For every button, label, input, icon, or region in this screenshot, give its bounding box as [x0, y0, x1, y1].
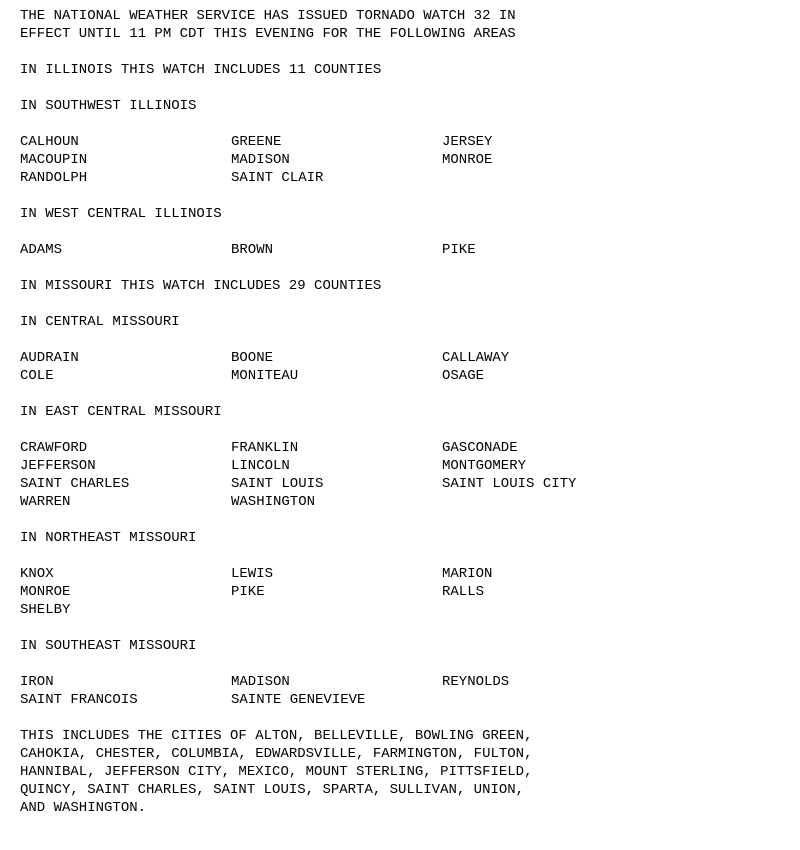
region-northeast-missouri: [20, 529, 790, 637]
county-name: ADAMS: [20, 242, 63, 258]
county-row: [20, 493, 790, 511]
county-row: [20, 601, 790, 619]
cities-line: QUINCY, SAINT CHARLES, SAINT LOUIS, SPARTA, SULLIVAN, UNION,: [20, 782, 525, 798]
county-name: GASCONADE: [442, 440, 518, 456]
county-name: GREENE: [231, 134, 282, 150]
county-name: MONROE: [20, 584, 71, 600]
cities-line: AND WASHINGTON.: [20, 800, 147, 816]
county-name: BOONE: [231, 350, 274, 366]
spacer: [20, 619, 790, 637]
county-row: [20, 349, 790, 367]
region-heading: IN SOUTHEAST MISSOURI: [20, 638, 197, 654]
county-name: SAINTE GENEVIEVE: [231, 692, 366, 708]
region-central-missouri: [20, 313, 790, 403]
county-row: [20, 673, 790, 691]
county-name: [442, 691, 653, 709]
county-name: [231, 601, 442, 619]
county-name: [442, 169, 653, 187]
state-section-missouri: [20, 277, 790, 727]
spacer: [20, 43, 790, 61]
region-east-central-missouri: [20, 403, 790, 529]
county-name: SAINT LOUIS CITY: [442, 476, 577, 492]
state-summary: IN ILLINOIS THIS WATCH INCLUDES 11 COUNTIES: [20, 62, 382, 78]
cities-line: HANNIBAL, JEFFERSON CITY, MEXICO, MOUNT STERLING, PITTSFIELD,: [20, 764, 533, 780]
county-name: LEWIS: [231, 566, 274, 582]
region-southeast-missouri: [20, 637, 790, 727]
county-name: RANDOLPH: [20, 170, 88, 186]
spacer: [20, 79, 790, 97]
county-name: MONTGOMERY: [442, 458, 527, 474]
spacer: [20, 187, 790, 205]
cities-paragraph: [20, 727, 790, 817]
intro-paragraph: [20, 7, 790, 43]
county-name: MADISON: [231, 152, 290, 168]
county-name: BROWN: [231, 242, 274, 258]
spacer: [20, 385, 790, 403]
spacer: [20, 709, 790, 727]
county-name: SAINT CHARLES: [20, 476, 130, 492]
county-row: [20, 169, 790, 187]
county-name: FRANKLIN: [231, 440, 299, 456]
county-name: WARREN: [20, 494, 71, 510]
county-row: [20, 583, 790, 601]
spacer: [20, 547, 790, 565]
county-row: [20, 367, 790, 385]
county-name: AUDRAIN: [20, 350, 79, 366]
county-name: CRAWFORD: [20, 440, 88, 456]
county-name: COLE: [20, 368, 54, 384]
county-name: OSAGE: [442, 368, 485, 384]
region-southwest-illinois: [20, 97, 790, 205]
county-row: [20, 241, 790, 259]
state-section-illinois: [20, 61, 790, 277]
county-name: CALHOUN: [20, 134, 79, 150]
county-name: KNOX: [20, 566, 54, 582]
county-row: [20, 565, 790, 583]
county-name: JEFFERSON: [20, 458, 96, 474]
intro-line: THE NATIONAL WEATHER SERVICE HAS ISSUED TORNADO WATCH 32 IN: [20, 8, 516, 24]
cities-line: CAHOKIA, CHESTER, COLUMBIA, EDWARDSVILLE, FARMINGTON, FULTON,: [20, 746, 533, 762]
state-summary: IN MISSOURI THIS WATCH INCLUDES 29 COUNTIES: [20, 278, 382, 294]
spacer: [20, 259, 790, 277]
region-heading: IN CENTRAL MISSOURI: [20, 314, 180, 330]
spacer: [20, 331, 790, 349]
region-heading: IN NORTHEAST MISSOURI: [20, 530, 197, 546]
county-name: MACOUPIN: [20, 152, 88, 168]
county-row: [20, 691, 790, 709]
county-row: [20, 475, 790, 493]
cities-line: THIS INCLUDES THE CITIES OF ALTON, BELLEVILLE, BOWLING GREEN,: [20, 728, 533, 744]
spacer: [20, 295, 790, 313]
county-name: IRON: [20, 674, 54, 690]
county-name: SAINT LOUIS: [231, 476, 324, 492]
county-name: [442, 601, 653, 619]
county-name: MADISON: [231, 674, 290, 690]
county-name: SAINT FRANCOIS: [20, 692, 138, 708]
county-name: RALLS: [442, 584, 485, 600]
county-name: SHELBY: [20, 602, 71, 618]
spacer: [20, 655, 790, 673]
intro-line: EFFECT UNTIL 11 PM CDT THIS EVENING FOR THE FOLLOWING AREAS: [20, 26, 516, 42]
county-name: REYNOLDS: [442, 674, 510, 690]
county-name: LINCOLN: [231, 458, 290, 474]
region-heading: IN WEST CENTRAL ILLINOIS: [20, 206, 222, 222]
region-heading: IN SOUTHWEST ILLINOIS: [20, 98, 197, 114]
county-row: [20, 439, 790, 457]
spacer: [20, 223, 790, 241]
spacer: [20, 511, 790, 529]
county-name: [442, 493, 653, 511]
region-west-central-illinois: [20, 205, 790, 277]
county-row: [20, 457, 790, 475]
county-row: [20, 133, 790, 151]
county-name: PIKE: [231, 584, 265, 600]
county-name: WASHINGTON: [231, 494, 316, 510]
region-heading: IN EAST CENTRAL MISSOURI: [20, 404, 222, 420]
county-name: MARION: [442, 566, 493, 582]
spacer: [20, 115, 790, 133]
watch-bulletin: [20, 7, 790, 817]
county-name: SAINT CLAIR: [231, 170, 324, 186]
county-name: JERSEY: [442, 134, 493, 150]
county-name: MONITEAU: [231, 368, 299, 384]
spacer: [20, 421, 790, 439]
county-name: MONROE: [442, 152, 493, 168]
county-name: PIKE: [442, 242, 476, 258]
county-row: [20, 151, 790, 169]
county-name: CALLAWAY: [442, 350, 510, 366]
